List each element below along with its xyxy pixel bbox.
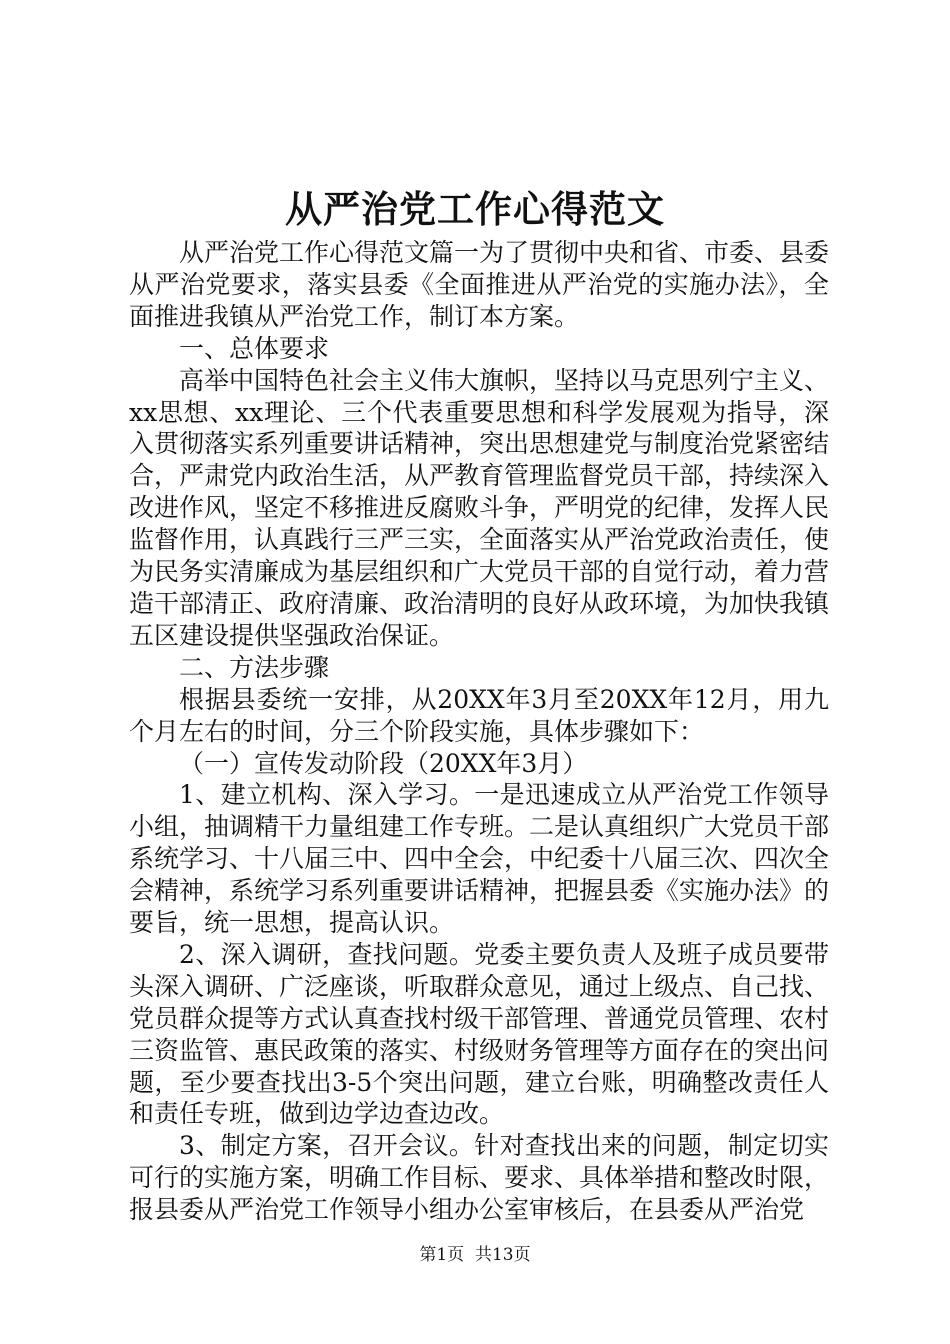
page-footer: 第1页 共13页 <box>419 1245 531 1265</box>
section-heading-general-requirements: 一、总体要求 <box>179 333 330 363</box>
document-body <box>129 237 829 1226</box>
paragraph-step-2: 2、深入调研，查找问题。党委主要负责人及班子成员要带头深入调研、广泛座谈，听取群众意见，通过上级点、自己找、党员群众提等方式认真查找村级干部管理、普通党员管理、农村三资监管、惠民政策的落实、村级财务管理等方面存在的突出问题，至少要查找出3-5个突出问题，建立台账，明确整改责任人和责任专班，做到边学边查边改。 <box>129 939 830 1129</box>
paragraph-step-1: 1、建立机构、深入学习。一是迅速成立从严治党工作领导小组，抽调精干力量组建工作专班。二是认真组织广大党员干部系统学习、十八届三中、四中全会，中纪委十八届三次、四次全会精神，系统学习系列重要讲话精神，把握县委《实施办法》的要旨，统一思想，提高认识。 <box>129 780 830 938</box>
paragraph-step-3: 3、制定方案，召开会议。针对查找出来的问题，制定切实可行的实施方案，明确工作目标、要求、具体举措和整改时限，报县委从严治党工作领导小组办公室审核后，在县委从严治党 <box>129 1131 830 1225</box>
paragraph-general-requirements: 高举中国特色社会主义伟大旗帜，坚持以马克思列宁主义、xx思想、xx理论、三个代表重要思想和科学发展观为指导，深入贯彻落实系列重要讲话精神，突出思想建党与制度治党紧密结合，严肃党内政治生活，从严教育管理监督党员干部，持续深入改进作风，坚定不移推进反腐败斗争，严明党的纪律，发挥人民监督作用，认真践行三严三实，全面落实从严治党政治责任，使为民务实清廉成为基层组织和广大党员干部的自觉行动，着力营造干部清正、政府清廉、政治清明的良好从政环境，为加快我镇五区建设提供坚强政治保证。 <box>129 365 830 650</box>
section-heading-methods-steps: 二、方法步骤 <box>179 652 330 682</box>
paragraph-intro: 从严治党工作心得范文篇一为了贯彻中央和省、市委、县委从严治党要求，落实县委《全面推进从严治党的实施办法》，全面推进我镇从严治党工作，制订本方案。 <box>129 238 830 331</box>
document-title: 从严治党工作心得范文 <box>285 187 665 231</box>
subsection-heading-publicity-phase: （一）宣传发动阶段（20XX年3月） <box>179 748 588 778</box>
paragraph-schedule: 根据县委统一安排，从20XX年3月至20XX年12月，用九个月左右的时间，分三个阶段实施，具体步骤如下： <box>129 684 829 746</box>
